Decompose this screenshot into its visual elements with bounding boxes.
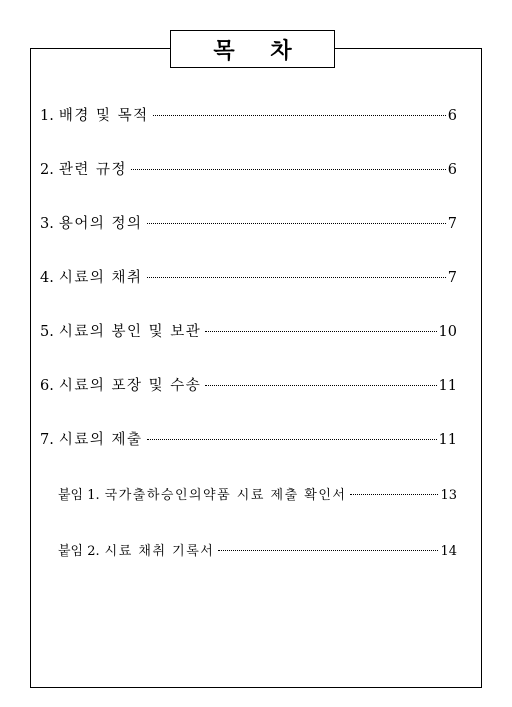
- toc-appendix-page: 13: [440, 488, 457, 503]
- toc-appendix-label: 국가출하승인의약품 시료 제출 확인서: [104, 488, 347, 503]
- toc-entry-page: 7: [447, 216, 457, 232]
- toc-entry-6[interactable]: [40, 374, 457, 395]
- toc-leader-dots: [131, 169, 446, 170]
- toc-entry-number: 3.: [40, 216, 54, 232]
- page-title: 목 차: [213, 38, 306, 64]
- toc-entry-label: 배경 및 목적: [58, 108, 149, 124]
- toc-leader-dots: [147, 277, 446, 278]
- toc-entry-number: 1.: [40, 108, 54, 124]
- toc-entry-number: 4.: [40, 270, 54, 286]
- toc-entry-3[interactable]: [40, 212, 457, 233]
- toc-appendix-page: 14: [440, 544, 457, 559]
- toc-leader-dots: [147, 439, 437, 440]
- toc-entry-number: 7.: [40, 432, 54, 448]
- toc-entry-number: 6.: [40, 378, 54, 394]
- toc-entry-number: 5.: [40, 324, 54, 340]
- toc-appendix-2[interactable]: [58, 540, 457, 559]
- toc-leader-dots: [218, 550, 438, 551]
- toc-entry-7[interactable]: [40, 428, 457, 449]
- toc-entry-page: 11: [438, 378, 457, 394]
- toc-entry-2[interactable]: [40, 158, 457, 179]
- toc-entry-page: 6: [447, 108, 457, 124]
- toc-entry-5[interactable]: [40, 320, 457, 341]
- toc-appendix-1[interactable]: [58, 484, 457, 503]
- toc-entry-label: 시료의 포장 및 수송: [58, 378, 202, 394]
- toc-appendix-number: 붙임 2.: [58, 544, 100, 559]
- toc-entry-label: 용어의 정의: [58, 216, 143, 232]
- toc-entry-1[interactable]: [40, 104, 457, 125]
- toc-entry-page: 7: [447, 270, 457, 286]
- toc-leader-dots: [205, 385, 436, 386]
- toc-entry-label: 시료의 봉인 및 보관: [58, 324, 202, 340]
- toc-leader-dots: [153, 115, 446, 116]
- toc-appendix-label: 시료 채취 기록서: [104, 544, 215, 559]
- toc-entry-4[interactable]: [40, 266, 457, 287]
- toc-entry-page: 6: [447, 162, 457, 178]
- toc-appendix-number: 붙임 1.: [58, 488, 100, 503]
- toc-entry-label: 시료의 채취: [58, 270, 143, 286]
- toc-entry-page: 11: [438, 432, 457, 448]
- toc-entry-label: 관련 규정: [58, 162, 127, 178]
- title-box: [170, 30, 335, 68]
- toc-entry-number: 2.: [40, 162, 54, 178]
- toc-entry-page: 10: [438, 324, 457, 340]
- toc-leader-dots: [205, 331, 436, 332]
- toc-leader-dots: [350, 494, 438, 495]
- toc-entry-label: 시료의 제출: [58, 432, 143, 448]
- toc-leader-dots: [147, 223, 446, 224]
